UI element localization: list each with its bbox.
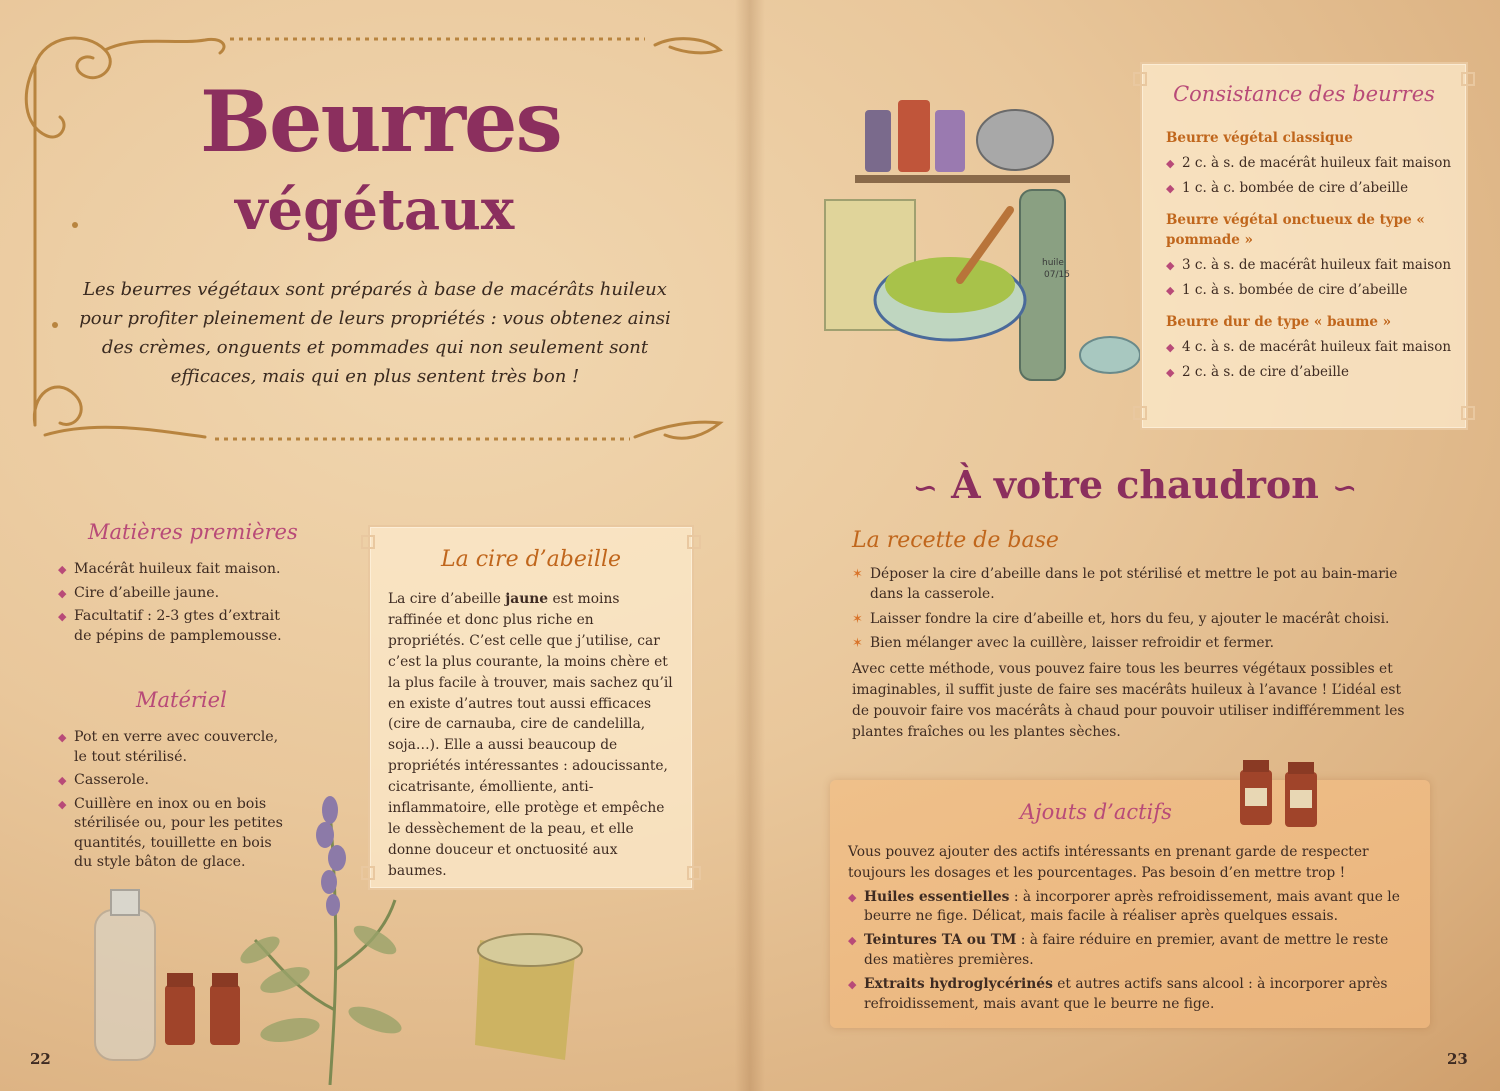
jar-date: 07/15 [1044,270,1070,280]
list-item: ◆ Pot en verre avec couvercle, le tout stérilisé. [58,729,279,765]
star-bullet-icon: ✶ [852,636,863,652]
list-item: ◆ Teintures TA ou TM : à faire réduire en premier, avant de mettre le reste des matières premières. [848,932,1389,968]
swirl-ornament-icon: ∽ [1332,471,1358,506]
intro-paragraph: Les beurres végétaux sont préparés à base de macérâts huileux pour profiter pleinement de leurs propriétés : vous obtenez ainsi des crèmes, onguents et pommades qui non seulement sont efficaces, mais qui en plus sentent très bon ! [79,279,671,387]
list-item: ◆ Extraits hydroglycérinés et autres actifs sans alcool : à incorporer après refroidissement, mais avant que le beurre ne fige. [848,975,1388,1012]
matieres-heading: Matières premières [88,520,298,544]
list-item: ✶ Déposer la cire d’abeille dans le pot stérilisé et mettre le pot au bain-marie dans la casserole. [852,566,1398,602]
diamond-bullet-icon: ◆ [1166,341,1175,354]
page-title: Beurres [200,72,561,171]
consistance-subtitle: Beurre dur de type « baume » [1166,314,1392,330]
box-corner [687,866,701,880]
cire-text: La cire d’abeille jaune est moins raffinée et donc plus riche en propriétés. C’est celle que j’utilise, car c’est la plus courante, la moins chère et la plus facile à trouver, mais sachez qu’il en existe d’autres tout aussi efficaces (cire de carnauba, cire de candelilla, soja…). Elle a aussi beaucoup de propriétés intéressantes : adoucissante, cicatrisante, émolliente, anti-inflammatoire, elle protège et empêche le dessèchement de la peau, et elle donne douceur et onctuosité aux baumes. [388,591,673,879]
right-page [750,0,1500,1091]
consistance-body [1166,128,1456,394]
list-item: ◆ Facultatif : 2-3 gtes d’extrait de pépins de pamplemousse. [58,608,282,644]
consistance-group [1166,128,1456,198]
page-number: 23 [1447,1050,1468,1068]
list-item: ◆ Cuillère en inox ou en bois stérilisée ou, pour les petites quantités, touillette en bois du style bâton de glace. [58,795,283,870]
diamond-bullet-icon: ◆ [1166,365,1175,379]
list-item: ✶ Laisser fondre la cire d’abeille et, hors du feu, y ajouter le macérât choisi. [852,610,1422,630]
list-item: ◆ 3 c. à s. de macérât huileux fait maison [1166,256,1456,276]
box-corner [1461,406,1475,420]
actifs-intro: Vous pouvez ajouter des actifs intéressants en prenant garde de respecter toujours les dosages et les pourcentages. Pas besoin d’en mettre trop ! [848,844,1369,881]
diamond-bullet-icon: ◆ [1166,181,1175,195]
list-item: ◆ 2 c. à s. de macérât huileux fait maison [1166,154,1456,174]
page-number: 22 [30,1050,51,1068]
consistance-subtitle: Beurre végétal onctueux de type « pommade » [1166,212,1425,248]
diamond-bullet-icon: ◆ [58,731,67,744]
list-item: ◆ Cire d’abeille jaune. [58,584,298,604]
actifs-heading: Ajouts d’actifs [1020,800,1172,824]
jar-label: huile [1042,258,1064,268]
actifs-box [830,780,1430,1028]
swirl-ornament-icon: ∽ [912,471,938,506]
matieres-section [58,520,298,650]
cire-heading: La cire d’abeille [440,547,622,572]
diamond-bullet-icon: ◆ [848,977,857,991]
star-bullet-icon: ✶ [852,567,863,582]
consistance-box [1140,62,1468,430]
consistance-group [1166,312,1456,382]
consistance-subtitle: Beurre végétal classique [1166,130,1353,146]
diamond-bullet-icon: ◆ [58,563,67,576]
diamond-bullet-icon: ◆ [1166,259,1175,272]
diamond-bullet-icon: ◆ [1166,157,1175,170]
recette-section [852,528,1422,742]
diamond-bullet-icon: ◆ [848,934,857,948]
diamond-bullet-icon: ◆ [1166,283,1175,297]
diamond-bullet-icon: ◆ [58,797,67,811]
diamond-bullet-icon: ◆ [58,610,67,623]
section-title: ∽ À votre chaudron ∽ [912,462,1358,507]
consistance-group [1166,210,1456,300]
page-subtitle: végétaux [235,177,515,243]
consistance-heading: Consistance des beurres [1173,82,1435,106]
matieres-list [58,560,298,646]
actifs-list [848,888,1413,1015]
list-item: ◆ 2 c. à s. de cire d’abeille [1166,363,1456,383]
list-item: ◆ 1 c. à c. bombée de cire d’abeille [1166,179,1456,199]
diamond-bullet-icon: ◆ [848,890,857,904]
list-item: ◆ Huiles essentielles : à incorporer après refroidissement, mais avant que le beurre ne fige. Délicat, mais facile à réaliser après quelques essais. [848,888,1400,925]
materiel-heading: Matériel [136,688,227,712]
list-item: ◆ Casserole. [58,771,288,791]
recette-steps [852,565,1422,654]
box-corner [1133,406,1147,420]
apothecary-illustration [820,85,1140,390]
actifs-body [848,842,1413,1018]
list-item: ✶ Bien mélanger avec la cuillère, laisser refroidir et fermer. [852,634,1422,654]
lavender-bottles-illustration [85,790,625,1085]
recette-heading: La recette de base [852,528,1059,553]
list-item: ◆ 1 c. à s. bombée de cire d’abeille [1166,281,1456,301]
list-item: ◆ Macérât huileux fait maison. [58,560,298,580]
star-bullet-icon: ✶ [852,611,863,627]
diamond-bullet-icon: ◆ [58,586,67,600]
list-item: ◆ 4 c. à s. de macérât huileux fait maison [1166,338,1456,358]
diamond-bullet-icon: ◆ [58,774,67,787]
recette-paragraph: Avec cette méthode, vous pouvez faire tous les beurres végétaux possibles et imaginables, il suffit juste de faire ses macérâts huileux à l’avance ! L’idéal est de pouvoir faire vos macérâts à chaud pour pouvoir utiliser indifféremment les plantes fraîches ou les plantes sèches. [852,661,1405,740]
amber-bottles-illustration [1235,758,1325,828]
